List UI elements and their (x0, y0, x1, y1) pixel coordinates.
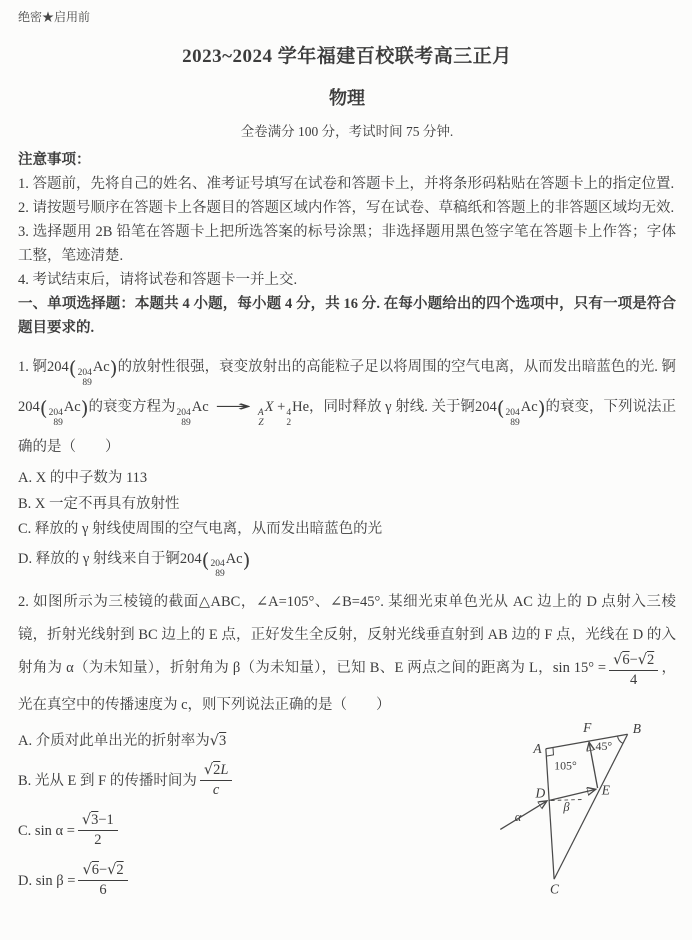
exam-info: 全卷满分 100 分，考试时间 75 分钟. (240, 124, 454, 139)
fraction: $\frac{√2L}{c}$ (200, 762, 233, 799)
angle-label-a: 105° (554, 757, 577, 772)
beta-label: β (563, 799, 570, 814)
angle-label-b: 45° (595, 738, 613, 753)
section-one-heading: 一、单项选择题：本题共 4 小题，每小题 4 分，共 16 分. 在每小题给出的四个选项中，只有一项是符合题目要求的. (18, 296, 676, 336)
vertex-label-b: B (632, 720, 642, 736)
q2-stem: 2. 如图所示为三棱镜的截面△ABC，∠A=105°、∠B=45°. 某细光束单色光从 AC 边上的 D 点射入三棱镜，折射光线射到 BC 边上的 E 点，正好发生全反射，反射光线垂直射到 AB 边的 F 点，光线在 D 的入射角为 α（为未知量），折射角为 β（为未知量），已知 B、E 两点之间的距离为 L，sin 15° = $\frac{√6-√2}{4}$ ，光在真空中的传播速度为 c，则下列说法正确的是（ ） (18, 593, 676, 713)
prism-edge-ab (546, 734, 628, 748)
notice-item-1: 1. 答题前，先将自己的姓名、准考证号填写在试卷和答题卡上，并将条形码粘贴在答题卡上的指定位置. (18, 176, 675, 192)
point-label-e: E (601, 781, 610, 797)
notice-section (18, 148, 676, 292)
decay-equation: 204 89 Ac → A Z X + 4 2 He (176, 399, 309, 415)
sqrt-expression: √6 (613, 651, 630, 668)
sqrt-expression: √3 (81, 812, 99, 829)
q2-option-c: C. sin α = $\frac{√3-1}{2}$ (18, 809, 676, 853)
q1-option-a: A. X 的中子数为 113 (18, 470, 148, 486)
incident-ray (500, 801, 546, 829)
security-classification: 绝密★启用前 (18, 10, 91, 24)
angle-arc-b (617, 736, 622, 743)
sqrt-expression: √2 (203, 762, 221, 779)
sqrt-expression: √6 (82, 862, 99, 879)
prism-figure (492, 698, 668, 904)
page-title: 2023~2024 学年福建百校联考高三正月 (182, 46, 512, 67)
refracted-ray (549, 789, 595, 800)
notice-item-4: 4. 考试结束后，请将试卷和答题卡一并上交. (18, 272, 298, 288)
point-label-f: F (583, 719, 592, 735)
q1-option-b: B. X 一定不再具有放射性 (18, 495, 180, 512)
nuclide-notation: ( 204 89 Ac) (39, 396, 89, 428)
q2-option-d: D. sin β = $\frac{√6-√2}{6}$ (18, 859, 676, 903)
sqrt-expression: √2 (637, 651, 655, 668)
q2-option-b: B. 光从 E 到 F 的传播时间为 $\frac{√2L}{c}$ (18, 759, 676, 803)
sin15-fraction: $\frac{√6-√2}{4}$ (609, 652, 658, 689)
notice-item-3: 3. 选择题用 2B 铅笔在答题卡上把所选答案的标号涂黑；非选择题用黑色签字笔在答题卡上作答；字体工整，笔迹清楚. (18, 224, 676, 264)
vertex-label-a: A (533, 740, 542, 756)
sqrt-expression: √3 (209, 732, 227, 749)
nuclide-notation: ( 204 89 Ac) (201, 547, 251, 580)
fraction: $\frac{√3-1}{2}$ (78, 812, 118, 849)
nuclide-notation: ( 204 89 Ac) (496, 396, 546, 428)
q1-option-c: C. 释放的 γ 射线使周围的空气电离，从而发出暗蓝色的光 (18, 521, 383, 537)
q1-option-d: D. 释放的 γ 射线来自于锕204( 204 89 Ac) (18, 547, 251, 580)
prism-edge-ac (546, 748, 554, 878)
question-2 (18, 586, 676, 903)
reaction-arrow: → (213, 399, 252, 415)
question-1 (18, 348, 676, 580)
fraction: $\frac{√6-√2}{6}$ (78, 862, 127, 899)
nuclide-notation: ( 204 89 Ac) (68, 356, 118, 388)
sqrt-expression: √2 (107, 862, 124, 879)
notice-heading: 注意事项： (18, 152, 91, 168)
notice-item-2: 2. 请按题号顺序在答题卡上各题目的答题区域内作答，写在试卷、草稿纸和答题上的非答题区域均无效. (18, 200, 675, 216)
subject-title: 物理 (329, 88, 365, 108)
alpha-label: α (514, 809, 522, 824)
q1-stem: 1. 锕204( 204 89 Ac)的放射性很强，衰变放射出的高能粒子足以将周围的空气电离，从而发出暗蓝色的光. 锕204( 204 89 Ac)的衰变方程为 204 89 Ac → A Z X + 4 2 He，同时释放 γ 射线. 关于锕204( 204 89 Ac)的衰变，下列说法正确的是（ ） (18, 356, 677, 455)
vertex-label-c: C (549, 881, 559, 897)
point-label-d: D (535, 784, 546, 800)
q2-option-a: A. 介质对此单出光的折射率为√3 (18, 732, 227, 749)
